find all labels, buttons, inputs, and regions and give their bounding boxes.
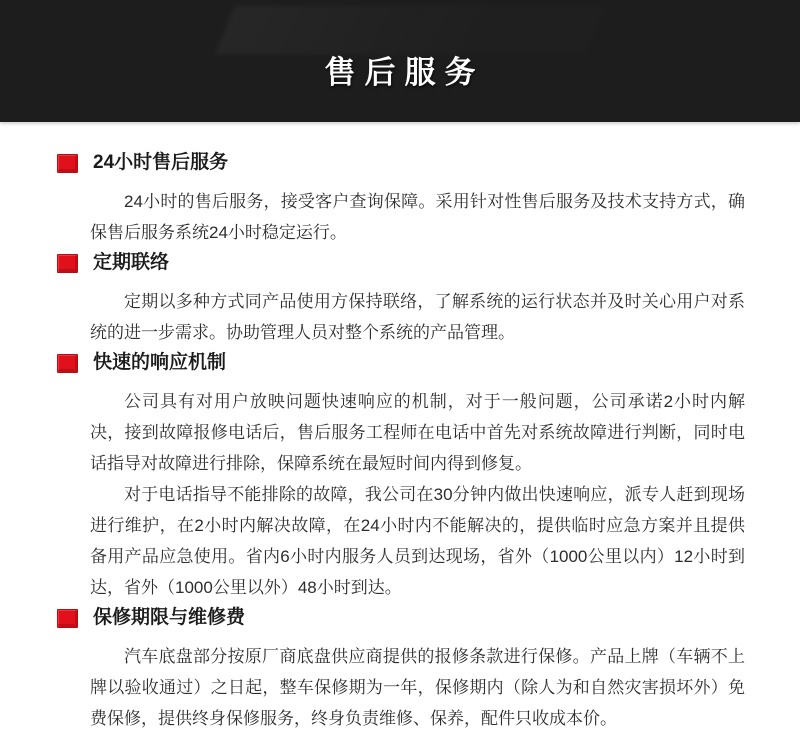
content-area bbox=[0, 122, 800, 734]
section-quick-response bbox=[57, 352, 745, 603]
section-heading: 24小时售后服务 bbox=[93, 152, 229, 173]
page-title: 售后服务 bbox=[324, 54, 485, 90]
section-heading: 保修期限与维修费 bbox=[93, 607, 246, 628]
section-warranty bbox=[57, 607, 745, 734]
section-heading-row bbox=[57, 352, 745, 374]
section-24h-service bbox=[57, 152, 745, 248]
red-square-bullet-icon bbox=[57, 154, 78, 173]
section-heading: 快速的响应机制 bbox=[93, 352, 227, 373]
red-square-bullet-icon bbox=[57, 354, 78, 373]
section-heading-row bbox=[57, 607, 745, 629]
page-header bbox=[0, 0, 800, 122]
section-heading-row bbox=[57, 152, 745, 174]
section-paragraph: 24小时的售后服务，接受客户查询保障。采用针对性售后服务及技术支持方式，确保售后服务系统24小时稳定运行。 bbox=[90, 192, 745, 242]
section-heading: 定期联络 bbox=[93, 252, 170, 273]
section-heading-row bbox=[57, 252, 745, 274]
section-paragraph: 汽车底盘部分按原厂商底盘供应商提供的报修条款进行保修。产品上牌（车辆不上牌以验收通过）之日起，整车保修期为一年，保修期内（除人为和自然灾害损坏外）免费保修，提供终身保修服务，终身负责维修、保养，配件只收成本价。 bbox=[90, 647, 745, 728]
section-regular-contact bbox=[57, 252, 745, 348]
section-paragraph: 公司具有对用户放映问题快速响应的机制，对于一般问题，公司承诺2小时内解决，接到故障报修电话后，售后服务工程师在电话中首先对系统故障进行判断，同时电话指导对故障进行排除，保障系统在最短时间内得到修复。 bbox=[90, 392, 745, 473]
section-paragraph: 定期以多种方式同产品使用方保持联络，了解系统的运行状态并及时关心用户对系统的进一步需求。协助管理人员对整个系统的产品管理。 bbox=[90, 292, 745, 342]
red-square-bullet-icon bbox=[57, 254, 78, 273]
red-square-bullet-icon bbox=[57, 609, 78, 628]
section-paragraph: 对于电话指导不能排除的故障，我公司在30分钟内做出快速响应，派专人赶到现场进行维护，在2小时内解决故障，在24小时内不能解决的，提供临时应急方案并且提供备用产品应急使用。省内6小时内服务人员到达现场，省外（1000公里以内）12小时到达，省外（1000公里以外）48小时到达。 bbox=[90, 485, 745, 597]
